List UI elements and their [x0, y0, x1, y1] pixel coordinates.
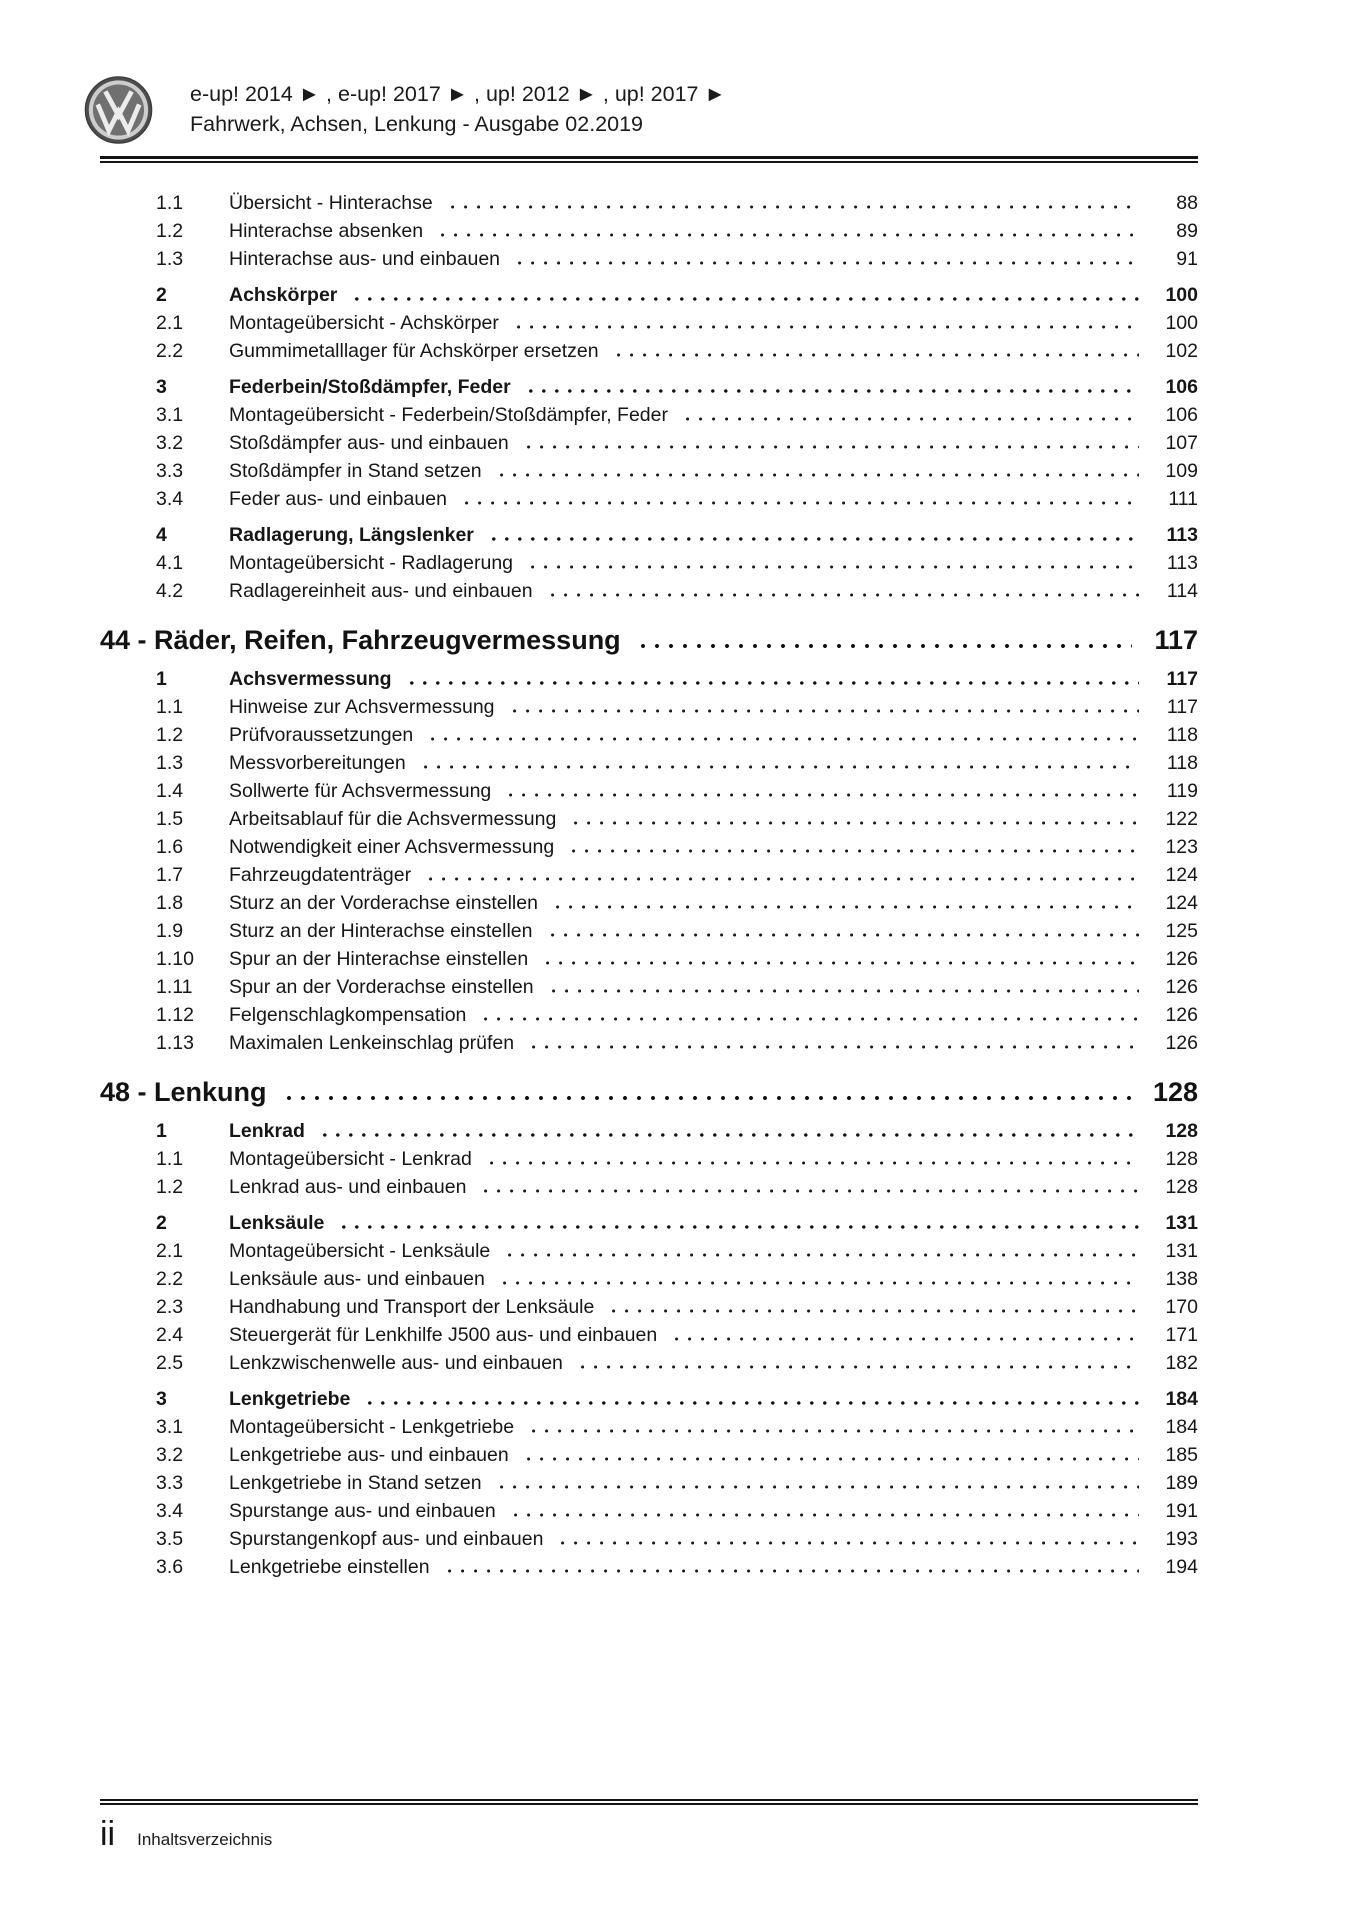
- dot-leader: [686, 417, 1139, 421]
- dot-leader: [612, 1309, 1139, 1313]
- entry-page: 91: [1176, 248, 1198, 270]
- entry-title: Maximalen Lenkeinschlag prüfen: [229, 1032, 515, 1054]
- entry-title: Prüfvoraussetzungen: [229, 724, 414, 746]
- entry-number: 2.1: [156, 312, 184, 334]
- dot-leader: [574, 821, 1139, 825]
- entry-title: Achskörper: [229, 284, 338, 306]
- entry-number: 3: [156, 1388, 167, 1410]
- entry-number: 2.3: [156, 1296, 184, 1318]
- entry-title: Radlagerung, Längslenker: [229, 524, 474, 546]
- dot-leader: [513, 709, 1139, 713]
- entry-number: 2.1: [156, 1240, 184, 1262]
- entry-page: 113: [1166, 524, 1198, 546]
- toc-entry: [100, 1145, 1198, 1173]
- entry-title: Feder aus- und einbauen: [229, 488, 447, 510]
- toc-entry: [100, 1173, 1198, 1201]
- entry-title: Lenkrad aus- und einbauen: [229, 1176, 467, 1198]
- entry-number: 1.6: [156, 836, 184, 858]
- entry-title: Handhabung und Transport der Lenksäule: [229, 1296, 595, 1318]
- entry-title: Lenkgetriebe aus- und einbauen: [229, 1444, 509, 1466]
- entry-page: 170: [1165, 1296, 1198, 1318]
- entry-number: 1.5: [156, 808, 184, 830]
- dot-leader: [551, 933, 1140, 937]
- entry-title: Lenkzwischenwelle aus- und einbauen: [229, 1352, 563, 1374]
- toc-entry: [100, 1469, 1198, 1497]
- dot-leader: [532, 1045, 1139, 1049]
- entry-page: 171: [1165, 1324, 1198, 1346]
- dot-leader: [424, 765, 1139, 769]
- entry-number: 3: [156, 376, 167, 398]
- entry-page: 119: [1166, 780, 1198, 802]
- dot-leader: [532, 1429, 1139, 1433]
- dot-leader: [484, 1189, 1139, 1193]
- entry-number: 3.4: [156, 1500, 184, 1522]
- entry-title: Sturz an der Vorderachse einstellen: [229, 892, 538, 914]
- toc-entry: [100, 1265, 1198, 1293]
- entry-number: 2: [156, 1212, 167, 1234]
- entry-title: Hinterachse aus- und einbauen: [229, 248, 501, 270]
- entry-number: 2.4: [156, 1324, 184, 1346]
- entry-number: 4.1: [156, 552, 184, 574]
- entry-title: Montageübersicht - Lenksäule: [229, 1240, 491, 1262]
- chapter-title: 44 - Räder, Reifen, Fahrzeugvermessung: [100, 625, 621, 655]
- dot-leader: [556, 905, 1139, 909]
- page-footer: [100, 1814, 272, 1854]
- entry-page: 182: [1165, 1352, 1198, 1374]
- entry-title: Stoßdämpfer in Stand setzen: [229, 460, 482, 482]
- entry-number: 1.12: [156, 1004, 194, 1026]
- dot-leader: [287, 1095, 1132, 1101]
- dot-leader: [514, 1513, 1139, 1517]
- header-subtitle: Fahrwerk, Achsen, Lenkung - Ausgabe 02.2019: [190, 112, 644, 136]
- toc-entry: [100, 1497, 1198, 1525]
- entry-number: 2.2: [156, 1268, 184, 1290]
- entry-page: 184: [1165, 1416, 1198, 1438]
- dot-leader: [675, 1337, 1139, 1341]
- toc-entry: [100, 889, 1198, 917]
- dot-leader: [465, 501, 1139, 505]
- entry-page: 128: [1165, 1148, 1198, 1170]
- entry-page: 189: [1165, 1472, 1198, 1494]
- toc-entry: [100, 1349, 1198, 1377]
- entry-number: 1.7: [156, 864, 184, 886]
- entry-number: 2: [156, 284, 167, 306]
- entry-number: 1.13: [156, 1032, 194, 1054]
- toc-entry: [100, 1413, 1198, 1441]
- entry-page: 89: [1176, 220, 1198, 242]
- entry-number: 3.6: [156, 1556, 184, 1578]
- entry-title: Übersicht - Hinterachse: [229, 192, 433, 214]
- dot-leader: [490, 1161, 1139, 1165]
- entry-title: Messvorbereitungen: [229, 752, 406, 774]
- toc-entry: [100, 245, 1198, 273]
- toc-entry: [100, 1029, 1198, 1057]
- toc-entry: [100, 1321, 1198, 1349]
- entry-page: 102: [1165, 340, 1198, 362]
- entry-number: 1.9: [156, 920, 184, 942]
- toc-entry: [100, 485, 1198, 513]
- toc-entry: [100, 693, 1198, 721]
- entry-page: 118: [1166, 724, 1198, 746]
- entry-title: Fahrzeugdatenträger: [229, 864, 412, 886]
- toc-entry: [100, 457, 1198, 485]
- toc-entry: [100, 749, 1198, 777]
- dot-leader: [323, 1133, 1139, 1137]
- entry-title: Notwendigkeit einer Achsvermessung: [229, 836, 555, 858]
- header-rule: [100, 156, 1198, 163]
- dot-leader: [484, 1017, 1139, 1021]
- footer-label: Inhaltsverzeichnis: [137, 1830, 273, 1849]
- entry-page: 107: [1165, 432, 1198, 454]
- entry-title: Lenksäule: [229, 1212, 325, 1234]
- chapter-title: 48 - Lenkung: [100, 1077, 267, 1107]
- toc-entry: [100, 1553, 1198, 1581]
- entry-title: Spur an der Hinterachse einstellen: [229, 948, 529, 970]
- toc-entry: [100, 777, 1198, 805]
- entry-title: Arbeitsablauf für die Achsvermessung: [229, 808, 557, 830]
- entry-title: Sollwerte für Achsvermessung: [229, 780, 492, 802]
- entry-page: 193: [1165, 1528, 1198, 1550]
- toc-entry: [100, 429, 1198, 457]
- toc-entry: [100, 973, 1198, 1001]
- entry-page: 138: [1165, 1268, 1198, 1290]
- entry-title: Achsvermessung: [229, 668, 392, 690]
- entry-page: 109: [1165, 460, 1198, 482]
- toc-entry: [100, 721, 1198, 749]
- dot-leader: [561, 1541, 1139, 1545]
- dot-leader: [572, 849, 1139, 853]
- entry-title: Montageübersicht - Radlagerung: [229, 552, 514, 574]
- dot-leader: [441, 233, 1139, 237]
- entry-page: 124: [1165, 892, 1198, 914]
- entry-title: Montageübersicht - Achskörper: [229, 312, 499, 334]
- entry-page: 191: [1165, 1500, 1198, 1522]
- entry-title: Radlagereinheit aus- und einbauen: [229, 580, 533, 602]
- entry-number: 3.3: [156, 460, 184, 482]
- entry-title: Felgenschlagkompensation: [229, 1004, 467, 1026]
- entry-title: Lenkrad: [229, 1120, 305, 1142]
- dot-leader: [617, 353, 1139, 357]
- dot-leader: [509, 793, 1139, 797]
- entry-number: 1.2: [156, 220, 184, 242]
- entry-number: 1.4: [156, 780, 184, 802]
- dot-leader: [355, 297, 1139, 301]
- vw-logo-icon: [84, 74, 153, 146]
- entry-page: 128: [1165, 1176, 1198, 1198]
- entry-number: 1.3: [156, 248, 184, 270]
- entry-number: 3.4: [156, 488, 184, 510]
- entry-title: Montageübersicht - Lenkrad: [229, 1148, 472, 1170]
- toc-entry: [100, 1385, 1198, 1413]
- dot-leader: [431, 737, 1139, 741]
- entry-number: 2.2: [156, 340, 184, 362]
- entry-title: Gummimetalllager für Achskörper ersetzen: [229, 340, 599, 362]
- dot-leader: [552, 989, 1139, 993]
- entry-title: Hinweise zur Achsvermessung: [229, 696, 495, 718]
- dot-leader: [581, 1365, 1139, 1369]
- entry-page: 122: [1165, 808, 1198, 830]
- entry-number: 3.5: [156, 1528, 184, 1550]
- entry-title: Lenkgetriebe einstellen: [229, 1556, 430, 1578]
- entry-title: Lenksäule aus- und einbauen: [229, 1268, 485, 1290]
- entry-title: Steuergerät für Lenkhilfe J500 aus- und einbauen: [229, 1324, 658, 1346]
- entry-number: 3.2: [156, 1444, 184, 1466]
- dot-leader: [368, 1401, 1139, 1405]
- entry-number: 2.5: [156, 1352, 184, 1374]
- entry-title: Lenkgetriebe in Stand setzen: [229, 1472, 482, 1494]
- dot-leader: [551, 593, 1139, 597]
- dot-leader: [517, 325, 1139, 329]
- dot-leader: [500, 1485, 1139, 1489]
- entry-number: 3.2: [156, 432, 184, 454]
- toc-entry: [100, 1525, 1198, 1553]
- dot-leader: [429, 877, 1139, 881]
- toc-entry: [100, 189, 1198, 217]
- entry-page: 126: [1165, 976, 1198, 998]
- entry-page: 124: [1165, 864, 1198, 886]
- entry-number: 1: [156, 1120, 167, 1142]
- entry-title: Lenkgetriebe: [229, 1388, 351, 1410]
- dot-leader: [410, 681, 1139, 685]
- dot-leader: [531, 565, 1139, 569]
- dot-leader: [451, 205, 1139, 209]
- entry-number: 1: [156, 668, 167, 690]
- entry-number: 3.3: [156, 1472, 184, 1494]
- chapter-heading: [100, 623, 1198, 657]
- entry-page: 106: [1165, 376, 1198, 398]
- entry-number: 1.1: [156, 1148, 184, 1170]
- entry-number: 1.10: [156, 948, 194, 970]
- toc-entry: [100, 1293, 1198, 1321]
- entry-page: 128: [1165, 1120, 1198, 1142]
- dot-leader: [641, 643, 1132, 649]
- entry-title: Spur an der Vorderachse einstellen: [229, 976, 534, 998]
- entry-page: 111: [1168, 488, 1198, 510]
- entry-number: 4.2: [156, 580, 184, 602]
- dot-leader: [529, 389, 1139, 393]
- entry-title: Montageübersicht - Federbein/Stoßdämpfer, Feder: [229, 404, 668, 426]
- toc-entry: [100, 549, 1198, 577]
- entry-page: 123: [1165, 836, 1198, 858]
- dot-leader: [527, 445, 1139, 449]
- entry-title: Federbein/Stoßdämpfer, Feder: [229, 376, 511, 398]
- dot-leader: [503, 1281, 1139, 1285]
- toc-entry: [100, 1117, 1198, 1145]
- table-of-contents: [100, 189, 1198, 1581]
- entry-page: 114: [1166, 580, 1198, 602]
- entry-page: 118: [1166, 752, 1198, 774]
- dot-leader: [527, 1457, 1139, 1461]
- entry-number: 1.1: [156, 696, 184, 718]
- dot-leader: [342, 1225, 1139, 1229]
- entry-title: Spurstangenkopf aus- und einbauen: [229, 1528, 544, 1550]
- dot-leader: [546, 961, 1139, 965]
- entry-page: 100: [1165, 284, 1198, 306]
- entry-page: 184: [1165, 1388, 1198, 1410]
- footer-page-number: ii: [100, 1815, 116, 1853]
- toc-entry: [100, 917, 1198, 945]
- toc-entry: [100, 401, 1198, 429]
- entry-page: 126: [1165, 948, 1198, 970]
- entry-page: 117: [1166, 668, 1198, 690]
- toc-entry: [100, 665, 1198, 693]
- entry-page: 100: [1165, 312, 1198, 334]
- entry-title: Hinterachse absenken: [229, 220, 424, 242]
- entry-title: Montageübersicht - Lenkgetriebe: [229, 1416, 515, 1438]
- toc-entry: [100, 281, 1198, 309]
- dot-leader: [508, 1253, 1139, 1257]
- entry-page: 106: [1165, 404, 1198, 426]
- entry-page: 117: [1166, 696, 1198, 718]
- page-header: [190, 79, 726, 139]
- toc-entry: [100, 1237, 1198, 1265]
- toc-entry: [100, 805, 1198, 833]
- dot-leader: [448, 1569, 1139, 1573]
- toc-entry: [100, 1001, 1198, 1029]
- toc-entry: [100, 1441, 1198, 1469]
- toc-entry: [100, 373, 1198, 401]
- toc-entry: [100, 217, 1198, 245]
- entry-number: 1.2: [156, 1176, 184, 1198]
- toc-entry: [100, 861, 1198, 889]
- toc-entry: [100, 945, 1198, 973]
- entry-page: 113: [1166, 552, 1198, 574]
- entry-page: 185: [1165, 1444, 1198, 1466]
- entry-title: Stoßdämpfer aus- und einbauen: [229, 432, 509, 454]
- entry-page: 88: [1176, 192, 1198, 214]
- entry-number: 3.1: [156, 404, 184, 426]
- entry-number: 1.3: [156, 752, 184, 774]
- entry-title: Sturz an der Hinterachse einstellen: [229, 920, 533, 942]
- entry-number: 1.8: [156, 892, 184, 914]
- entry-page: 194: [1165, 1556, 1198, 1578]
- dot-leader: [518, 261, 1139, 265]
- entry-page: 131: [1165, 1212, 1198, 1234]
- entry-number: 4: [156, 524, 167, 546]
- toc-entry: [100, 833, 1198, 861]
- toc-entry: [100, 309, 1198, 337]
- entry-page: 126: [1165, 1032, 1198, 1054]
- entry-page: 126: [1165, 1004, 1198, 1026]
- entry-number: 1.11: [156, 976, 193, 998]
- toc-entry: [100, 577, 1198, 605]
- toc-entry: [100, 1209, 1198, 1237]
- toc-entry: [100, 337, 1198, 365]
- entry-number: 1.2: [156, 724, 184, 746]
- entry-title: Spurstange aus- und einbauen: [229, 1500, 496, 1522]
- chapter-page: 128: [1152, 1077, 1198, 1107]
- dot-leader: [492, 537, 1139, 541]
- entry-number: 1.1: [156, 192, 184, 214]
- header-model-line: e-up! 2014 ► , e-up! 2017 ► , up! 2012 ► , up! 2017 ►: [190, 82, 726, 106]
- entry-page: 125: [1165, 920, 1198, 942]
- chapter-heading: [100, 1075, 1198, 1109]
- entry-page: 131: [1165, 1240, 1198, 1262]
- toc-entry: [100, 521, 1198, 549]
- dot-leader: [500, 473, 1139, 477]
- entry-number: 3.1: [156, 1416, 184, 1438]
- footer-rule: [100, 1799, 1198, 1805]
- chapter-page: 117: [1154, 625, 1198, 655]
